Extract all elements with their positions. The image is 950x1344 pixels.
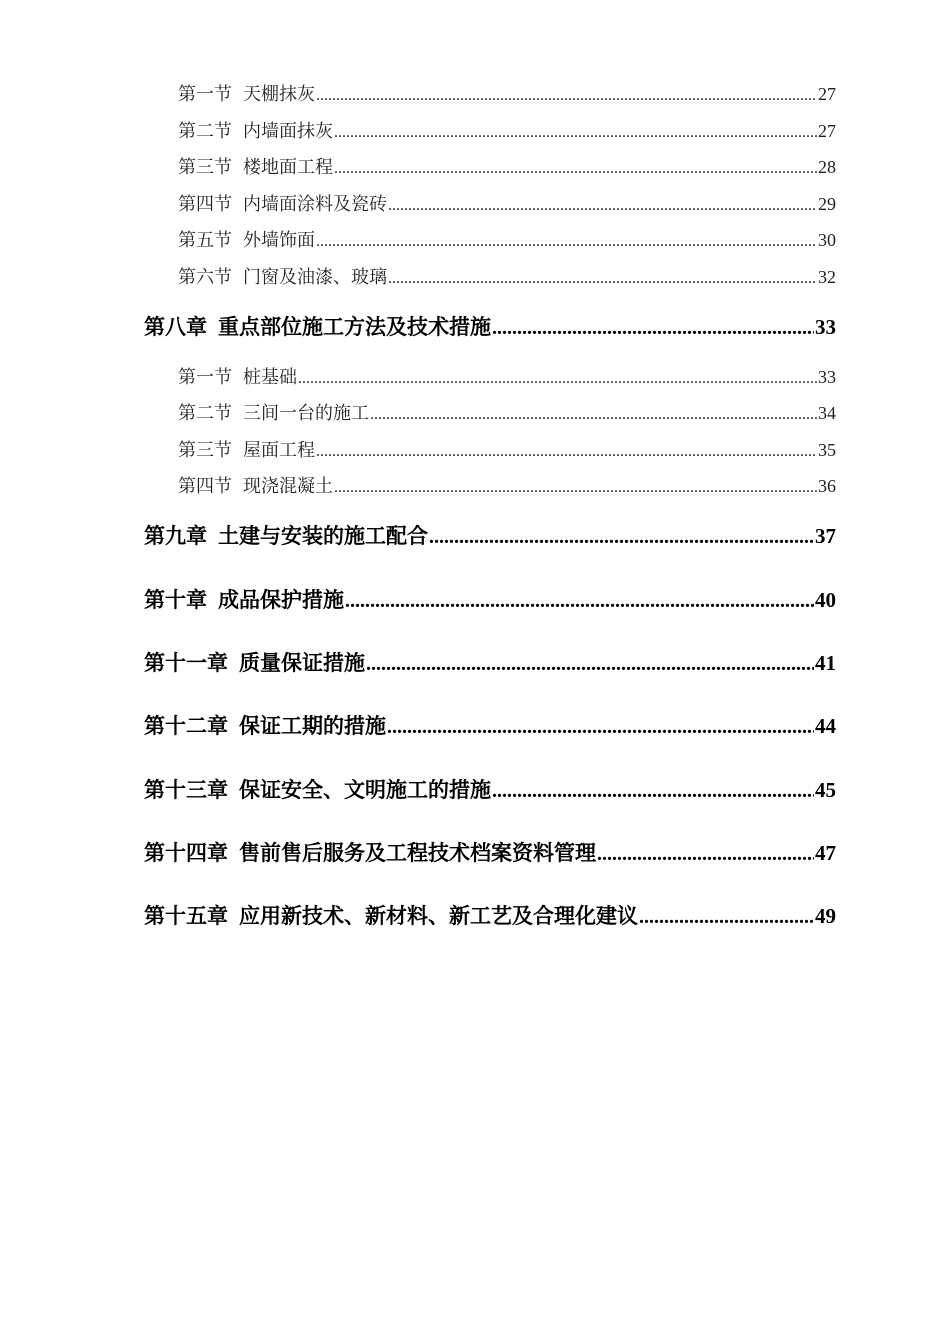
toc-section-entry[interactable] xyxy=(178,190,836,216)
section-number: 第二节 xyxy=(178,403,232,424)
page-number: 35 xyxy=(818,440,836,460)
page-number: 49 xyxy=(815,904,836,928)
page-number: 32 xyxy=(818,267,836,287)
dot-leader xyxy=(334,124,817,142)
dot-leader xyxy=(370,406,817,424)
dot-leader xyxy=(334,479,817,497)
chapter-title: 应用新技术、新材料、新工艺及合理化建议 xyxy=(239,904,638,928)
chapter-number: 第十章 xyxy=(144,588,207,612)
chapter-number: 第十五章 xyxy=(144,904,228,928)
toc-section-entry[interactable] xyxy=(178,263,836,289)
dot-leader xyxy=(429,526,814,549)
toc-section-entry[interactable] xyxy=(178,363,836,389)
dot-leader xyxy=(366,653,814,676)
toc-chapter-entry[interactable] xyxy=(144,647,836,677)
section-title: 门窗及油漆、玻璃 xyxy=(243,267,387,288)
page-number: 29 xyxy=(818,194,836,214)
section-number: 第六节 xyxy=(178,267,232,288)
chapter-number: 第十二章 xyxy=(144,714,228,738)
chapter-title: 土建与安装的施工配合 xyxy=(218,524,428,548)
page-number: 28 xyxy=(818,157,836,177)
dot-leader xyxy=(492,780,814,803)
toc-chapter-entry[interactable] xyxy=(144,520,836,550)
page-number: 33 xyxy=(815,315,836,339)
section-number: 第一节 xyxy=(178,367,232,388)
section-title: 外墙饰面 xyxy=(243,230,315,251)
dot-leader xyxy=(387,716,814,739)
chapter-number: 第十三章 xyxy=(144,778,228,802)
chapter-number: 第八章 xyxy=(144,315,207,339)
dot-leader xyxy=(388,197,817,215)
dot-leader xyxy=(316,87,817,105)
section-title: 三间一台的施工 xyxy=(243,403,369,424)
toc-chapter-entry[interactable] xyxy=(144,710,836,740)
chapter-title: 质量保证措施 xyxy=(239,651,365,675)
chapter-title: 成品保护措施 xyxy=(218,588,344,612)
dot-leader xyxy=(316,233,817,251)
toc-chapter-entry[interactable] xyxy=(144,584,836,614)
toc-section-entry[interactable] xyxy=(178,226,836,252)
dot-leader xyxy=(597,843,814,866)
toc-chapter-entry[interactable] xyxy=(144,311,836,341)
page-number: 41 xyxy=(815,651,836,675)
toc-section-entry[interactable] xyxy=(178,399,836,425)
chapter-title: 保证工期的措施 xyxy=(239,714,386,738)
section-title: 现浇混凝土 xyxy=(243,476,333,497)
dot-leader xyxy=(388,270,817,288)
chapter-number: 第九章 xyxy=(144,524,207,548)
page-number: 36 xyxy=(818,476,836,496)
section-title: 内墙面涂料及瓷砖 xyxy=(243,194,387,215)
page-number: 37 xyxy=(815,524,836,548)
toc-section-entry[interactable] xyxy=(178,436,836,462)
page-number: 34 xyxy=(818,403,836,423)
page-number: 47 xyxy=(815,841,836,865)
page-number: 45 xyxy=(815,778,836,802)
section-title: 内墙面抹灰 xyxy=(243,121,333,142)
section-number: 第一节 xyxy=(178,84,232,105)
dot-leader xyxy=(334,160,817,178)
toc-section-entry[interactable] xyxy=(178,472,836,498)
toc-section-entry[interactable] xyxy=(178,153,836,179)
chapter-number: 第十四章 xyxy=(144,841,228,865)
chapter-title: 保证安全、文明施工的措施 xyxy=(239,778,491,802)
section-number: 第五节 xyxy=(178,230,232,251)
section-title: 屋面工程 xyxy=(243,440,315,461)
section-number: 第四节 xyxy=(178,476,232,497)
dot-leader xyxy=(345,590,814,613)
dot-leader xyxy=(492,317,814,340)
toc-chapter-entry[interactable] xyxy=(144,774,836,804)
chapter-title: 重点部位施工方法及技术措施 xyxy=(218,315,491,339)
section-number: 第三节 xyxy=(178,440,232,461)
dot-leader xyxy=(316,443,817,461)
toc-section-entry[interactable] xyxy=(178,117,836,143)
page-number: 40 xyxy=(815,588,836,612)
page-number: 44 xyxy=(815,714,836,738)
section-title: 楼地面工程 xyxy=(243,157,333,178)
dot-leader xyxy=(639,906,814,929)
chapter-number: 第十一章 xyxy=(144,651,228,675)
section-title: 天棚抹灰 xyxy=(243,84,315,105)
toc-section-entry[interactable] xyxy=(178,80,836,106)
section-title: 桩基础 xyxy=(243,367,297,388)
section-number: 第四节 xyxy=(178,194,232,215)
chapter-title: 售前售后服务及工程技术档案资料管理 xyxy=(239,841,596,865)
section-number: 第二节 xyxy=(178,121,232,142)
dot-leader xyxy=(298,370,817,388)
page-number: 30 xyxy=(818,230,836,250)
toc-chapter-entry[interactable] xyxy=(144,837,836,867)
page-number: 27 xyxy=(818,121,836,141)
toc-chapter-entry[interactable] xyxy=(144,900,836,930)
page-number: 27 xyxy=(818,84,836,104)
page-number: 33 xyxy=(818,367,836,387)
section-number: 第三节 xyxy=(178,157,232,178)
